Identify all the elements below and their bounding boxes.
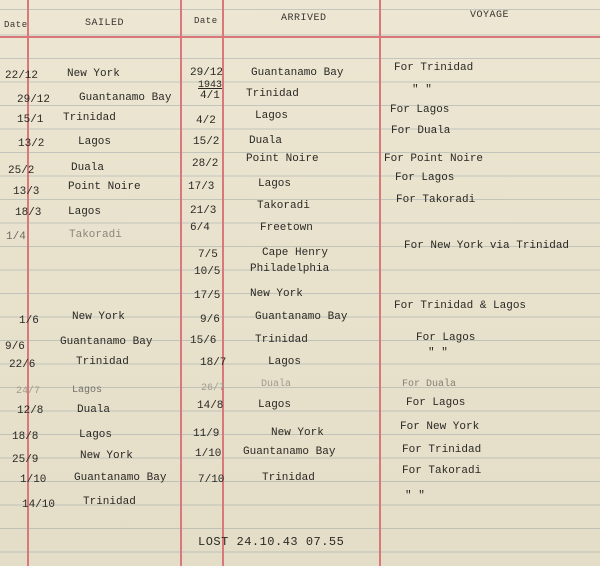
arrived-port: Lagos	[258, 399, 292, 411]
header-date-sailed: Date	[4, 20, 28, 30]
arrived-port: Guantanamo Bay	[243, 446, 336, 458]
arrived-date: 17/3	[188, 181, 215, 193]
arrived-port: Trinidad	[255, 334, 308, 346]
arrived-date: 10/5	[194, 266, 221, 278]
arrived-date: 7/5	[198, 249, 218, 261]
sailed-port: New York	[80, 450, 133, 462]
sailed-port: Duala	[77, 404, 111, 416]
sailed-date: 18/8	[12, 431, 39, 443]
arrived-port: Philadelphia	[250, 263, 330, 275]
voyage-note: For Takoradi	[396, 194, 476, 206]
sailed-port: Point Noire	[68, 181, 141, 193]
voyage-note: For New York	[400, 421, 480, 433]
header-voyage: VOYAGE	[470, 10, 510, 21]
voyage-note: For Point Noire	[384, 153, 484, 165]
arrived-date: 7/10	[198, 474, 225, 486]
voyage-note: For Trinidad & Lagos	[394, 300, 527, 312]
sailed-date: 1/10	[20, 474, 47, 486]
header-arrived: ARRIVED	[281, 13, 327, 24]
sailed-date: 14/10	[22, 499, 56, 511]
voyage-note: For Duala	[402, 379, 457, 390]
voyage-note: " "	[405, 490, 425, 502]
sailed-port: Guantanamo Bay	[74, 472, 167, 484]
sailed-port: Lagos	[78, 136, 112, 148]
lost-entry: LOST 24.10.43 07.55	[198, 535, 345, 549]
sailed-date: 29/12	[17, 94, 51, 106]
arrived-date: 18/7	[200, 357, 227, 369]
year-annotation: 1943	[198, 80, 223, 91]
sailed-date: 22/6	[9, 359, 36, 371]
arrived-date: 1/10	[195, 448, 222, 460]
arrived-date: 21/3	[190, 205, 217, 217]
sailed-port: New York	[67, 68, 120, 80]
arrived-port: Trinidad	[246, 88, 299, 100]
sailed-port: Trinidad	[83, 496, 136, 508]
voyage-note: For Trinidad	[394, 62, 474, 74]
sailed-date: 1/4	[6, 231, 26, 243]
arrived-date: 26/7	[201, 383, 226, 394]
arrived-date: 4/1	[200, 90, 220, 102]
arrived-port: Cape Henry	[262, 247, 329, 259]
sailed-date: 15/1	[17, 114, 44, 126]
sailed-date: 25/2	[8, 165, 35, 177]
sailed-port: New York	[72, 311, 125, 323]
arrived-port: Lagos	[268, 356, 302, 368]
arrived-date: 11/9	[193, 428, 220, 440]
sailed-port: Duala	[71, 162, 105, 174]
voyage-note: For Lagos	[395, 172, 455, 184]
voyage-note: " "	[412, 84, 432, 96]
arrived-port: Duala	[261, 379, 292, 390]
arrived-port: Takoradi	[257, 200, 310, 212]
sailed-port: Guantanamo Bay	[60, 336, 153, 348]
sailed-date: 13/3	[13, 186, 40, 198]
voyage-note: For Takoradi	[402, 465, 482, 477]
arrived-port: Lagos	[255, 110, 289, 122]
sailed-port: Lagos	[72, 385, 103, 396]
header-sailed: SAILED	[85, 18, 125, 29]
sailed-date: 25/9	[12, 454, 39, 466]
sailed-date: 9/6	[5, 341, 25, 353]
header-rule	[0, 36, 600, 38]
arrived-date: 15/6	[190, 335, 217, 347]
arrived-port: Guantanamo Bay	[255, 311, 348, 323]
arrived-date: 17/5	[194, 290, 221, 302]
arrived-date: 15/2	[193, 136, 220, 148]
sailed-port: Trinidad	[63, 112, 116, 124]
voyage-note: For Lagos	[416, 332, 476, 344]
sailed-date: 18/3	[15, 207, 42, 219]
sailed-date: 24/7	[16, 386, 41, 397]
voyage-note: For Trinidad	[402, 444, 482, 456]
sailed-port: Takoradi	[69, 229, 122, 241]
arrived-port: Lagos	[258, 178, 292, 190]
column-rule	[379, 0, 381, 566]
arrived-port: Trinidad	[262, 472, 315, 484]
arrived-port: Duala	[249, 135, 283, 147]
arrived-date: 4/2	[196, 115, 216, 127]
voyage-note: For New York via Trinidad	[404, 240, 570, 252]
arrived-date: 29/12	[190, 67, 224, 79]
arrived-date: 6/4	[190, 222, 210, 234]
sailed-port: Lagos	[79, 429, 113, 441]
sailed-port: Lagos	[68, 206, 102, 218]
voyage-note: For Lagos	[406, 397, 466, 409]
sailed-port: Trinidad	[76, 356, 129, 368]
sailed-date: 12/8	[17, 405, 44, 417]
voyage-note: For Duala	[391, 125, 451, 137]
arrived-port: New York	[271, 427, 324, 439]
arrived-port: Freetown	[260, 222, 313, 234]
arrived-date: 9/6	[200, 314, 220, 326]
voyage-note: For Lagos	[390, 104, 450, 116]
sailed-date: 1/6	[19, 315, 39, 327]
arrived-date: 14/8	[197, 400, 224, 412]
sailed-port: Guantanamo Bay	[79, 92, 172, 104]
sailed-date: 22/12	[5, 70, 39, 82]
sailed-date: 13/2	[18, 138, 45, 150]
arrived-port: Point Noire	[246, 153, 319, 165]
header-date-arrived: Date	[194, 16, 218, 26]
arrived-port: New York	[250, 288, 303, 300]
voyage-note: " "	[428, 347, 448, 359]
column-rule	[180, 0, 182, 566]
arrived-date: 28/2	[192, 158, 219, 170]
arrived-port: Guantanamo Bay	[251, 67, 344, 79]
